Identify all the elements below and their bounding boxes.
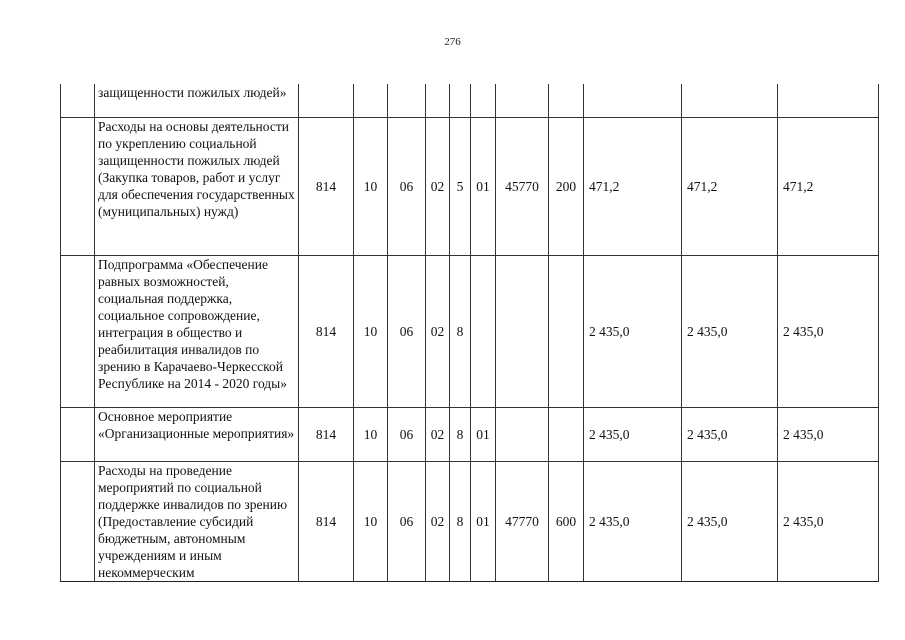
section-code [354, 84, 388, 117]
measure-code [471, 84, 496, 117]
subprogram-code: 8 [450, 407, 471, 461]
row-name: Основное мероприятие «Организационные мероприятия» [95, 407, 299, 461]
subprogram-code: 5 [450, 117, 471, 255]
amount-year1 [584, 84, 682, 117]
amount-year3: 2 435,0 [778, 461, 879, 581]
section-code: 10 [354, 407, 388, 461]
subprogram-code: 8 [450, 461, 471, 581]
amount-year2 [682, 84, 778, 117]
amount-year3: 2 435,0 [778, 255, 879, 407]
target-code: 45770 [496, 117, 549, 255]
subsection-code: 06 [388, 407, 426, 461]
blank-cell [61, 117, 95, 255]
section-code: 10 [354, 117, 388, 255]
target-code [496, 255, 549, 407]
measure-code [471, 255, 496, 407]
row-name: Расходы на проведение мероприятий по социальной поддержке инвалидов по зрению (Предоставление субсидий бюджетным, автономным учреждениям и иным некоммерческим [95, 461, 299, 581]
program-code: 02 [426, 117, 450, 255]
admin-code: 814 [299, 407, 354, 461]
expense-type-code: 200 [549, 117, 584, 255]
amount-year1: 2 435,0 [584, 461, 682, 581]
amount-year2: 2 435,0 [682, 255, 778, 407]
table-row [61, 84, 879, 117]
admin-code: 814 [299, 461, 354, 581]
subprogram-code [450, 84, 471, 117]
admin-code: 814 [299, 255, 354, 407]
section-code: 10 [354, 461, 388, 581]
expense-type-code: 600 [549, 461, 584, 581]
table-row [61, 461, 879, 581]
target-code [496, 84, 549, 117]
target-code [496, 407, 549, 461]
amount-year2: 471,2 [682, 117, 778, 255]
amount-year3: 2 435,0 [778, 407, 879, 461]
amount-year1: 2 435,0 [584, 255, 682, 407]
blank-cell [61, 255, 95, 407]
expense-type-code [549, 84, 584, 117]
subsection-code [388, 84, 426, 117]
program-code: 02 [426, 255, 450, 407]
blank-cell [61, 84, 95, 117]
subsection-code: 06 [388, 117, 426, 255]
measure-code: 01 [471, 407, 496, 461]
amount-year3 [778, 84, 879, 117]
program-code: 02 [426, 407, 450, 461]
table-row [61, 117, 879, 255]
row-name: Подпрограмма «Обеспечение равных возможностей, социальная поддержка, социальное сопровождение, интеграция в общество и реабилитация инвалидов по зрению в Карачаево-Черкесской Республике на 2014 - 2020 годы» [95, 255, 299, 407]
admin-code [299, 84, 354, 117]
subprogram-code: 8 [450, 255, 471, 407]
amount-year1: 2 435,0 [584, 407, 682, 461]
row-name: защищенности пожилых людей» [95, 84, 299, 117]
amount-year2: 2 435,0 [682, 461, 778, 581]
program-code [426, 84, 450, 117]
program-code: 02 [426, 461, 450, 581]
blank-cell [61, 407, 95, 461]
amount-year3: 471,2 [778, 117, 879, 255]
target-code: 47770 [496, 461, 549, 581]
table-row [61, 407, 879, 461]
expense-type-code [549, 407, 584, 461]
page-number: 276 [444, 36, 461, 48]
admin-code: 814 [299, 117, 354, 255]
blank-cell [61, 461, 95, 581]
measure-code: 01 [471, 461, 496, 581]
table-row [61, 255, 879, 407]
expense-type-code [549, 255, 584, 407]
amount-year1: 471,2 [584, 117, 682, 255]
subsection-code: 06 [388, 255, 426, 407]
subsection-code: 06 [388, 461, 426, 581]
row-name: Расходы на основы деятельности по укреплению социальной защищенности пожилых людей (Закупка товаров, работ и услуг для обеспечения государственных (муниципальных) нужд) [95, 117, 299, 255]
budget-table [60, 84, 879, 582]
measure-code: 01 [471, 117, 496, 255]
amount-year2: 2 435,0 [682, 407, 778, 461]
section-code: 10 [354, 255, 388, 407]
